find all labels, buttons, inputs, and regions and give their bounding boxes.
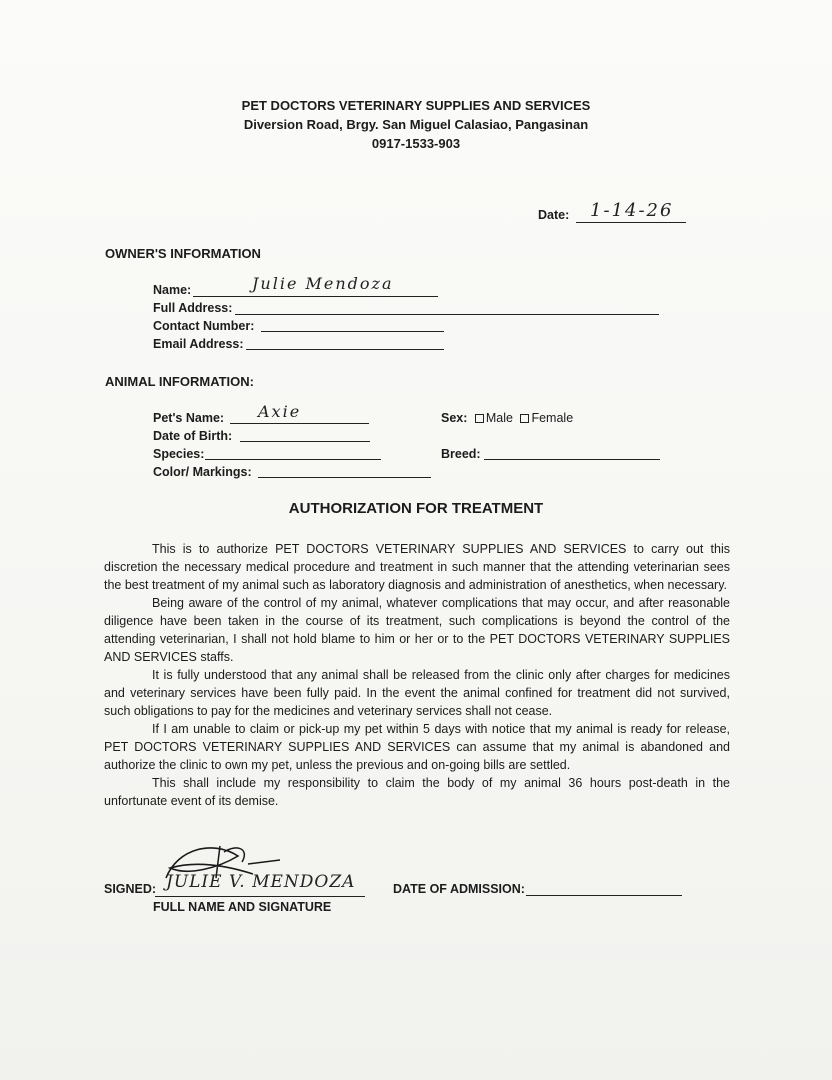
full-name-signature-label: FULL NAME AND SIGNATURE — [153, 900, 332, 914]
name-line — [193, 296, 438, 297]
authorization-body — [104, 540, 730, 810]
date-handwritten: 1-14-26 — [590, 200, 674, 221]
owner-section-title: OWNER'S INFORMATION — [105, 246, 261, 261]
authorization-title: AUTHORIZATION FOR TREATMENT — [288, 500, 544, 517]
animal-section-title: ANIMAL INFORMATION: — [105, 374, 254, 389]
dob-label: Date of Birth: — [153, 429, 233, 443]
authorization-paragraph-1: This is to authorize PET DOCTORS VETERINARY SUPPLIES AND SERVICES to carry out this discretion the necessary medical procedure and treatment in such manner that the attending veterinarian sees the best treatment of my animal such as laboratory diagnosis and administration of anesthetics, when necessary. — [104, 542, 730, 592]
email-line — [246, 349, 444, 350]
sex-label: Sex: — [441, 411, 468, 425]
authorization-paragraph-4: If I am unable to claim or pick-up my pet within 5 days with notice that my animal is ready for release, PET DOCTORS VETERINARY SUPPLIES AND SERVICES can assume that my animal is abandoned and authorize the clinic to own my pet, unless the previous and on-going bills are settled. — [104, 722, 730, 772]
breed-label: Breed: — [441, 447, 481, 461]
pet-name-label: Pet's Name: — [153, 411, 225, 425]
email-label: Email Address: — [153, 337, 244, 351]
authorization-paragraph-5: This shall include my responsibility to claim the body of my animal 36 hours post-death in the unfortunate event of its demise. — [104, 776, 730, 808]
pet-name-handwritten: Axie — [258, 402, 302, 421]
signed-label: SIGNED: — [104, 882, 157, 896]
clinic-phone: 0917-1533-903 — [371, 136, 461, 151]
clinic-address: Diversion Road, Brgy. San Miguel Calasiao, Pangasinan — [243, 117, 589, 132]
female-checkbox[interactable] — [520, 414, 529, 423]
breed-line — [484, 459, 660, 460]
sex-field — [441, 411, 573, 425]
date-line — [576, 222, 686, 223]
date-label: Date: — [538, 208, 570, 222]
contact-line — [261, 331, 444, 332]
color-line — [258, 477, 431, 478]
address-label: Full Address: — [153, 301, 233, 315]
male-checkbox[interactable] — [475, 414, 484, 423]
color-label: Color/ Markings: — [153, 465, 252, 479]
species-line — [205, 459, 381, 460]
pet-name-line — [230, 423, 369, 424]
signature-line — [155, 896, 365, 897]
admission-label: DATE OF ADMISSION: — [393, 882, 525, 896]
authorization-paragraph-2: Being aware of the control of my animal, whatever complications that may occur, and after reasonable diligence have been taken in the course of its treatment, such complications is beyond the control of the attending veterinarian, I shall not hold blame to him or her or to the PET DOCTORS VETERINARY SUPPLIES AND SERVICES staffs. — [104, 596, 730, 664]
clinic-name: PET DOCTORS VETERINARY SUPPLIES AND SERVICES — [241, 98, 591, 113]
address-line — [235, 314, 659, 315]
contact-label: Contact Number: — [153, 319, 255, 333]
signed-name-handwritten: JULIE V. MENDOZA — [166, 872, 356, 892]
clinic-header — [0, 96, 832, 153]
admission-line — [526, 895, 682, 896]
male-option-label: Male — [485, 411, 513, 425]
female-option-label: Female — [531, 411, 574, 425]
owner-name-handwritten: Julie Mendoza — [252, 274, 394, 293]
authorization-paragraph-3: It is fully understood that any animal shall be released from the clinic only after charges for medicines and veterinary services have been fully paid. In the event the animal confined for treatment did not survived, such obligations to pay for the medicines and veterinary services shall not cease. — [104, 668, 730, 718]
dob-line — [240, 441, 370, 442]
species-label: Species: — [153, 447, 205, 461]
name-label: Name: — [153, 283, 192, 297]
